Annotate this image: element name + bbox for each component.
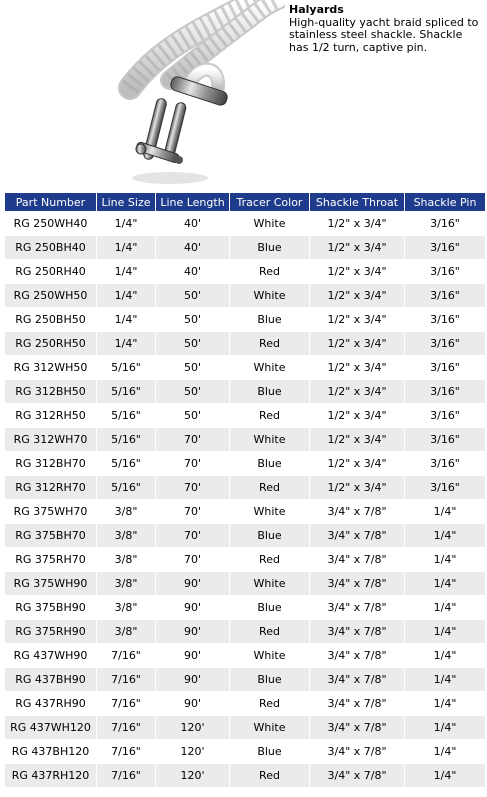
part-number-cell: RG 312RH70 (5, 476, 96, 499)
shackle-pin-cell: 3/16" (405, 284, 485, 307)
table-row (5, 236, 485, 259)
tracer-color-cell: Red (230, 404, 309, 427)
part-number-cell: RG 312WH70 (5, 428, 96, 451)
line-size-cell: 7/16" (97, 764, 155, 787)
line-length-cell: 50' (156, 332, 229, 355)
line-length-cell: 70' (156, 548, 229, 571)
shackle-pin-cell: 3/16" (405, 380, 485, 403)
spec-table-body (5, 212, 485, 787)
shackle-throat-cell: 3/4" x 7/8" (310, 500, 404, 523)
shackle-pin-cell: 1/4" (405, 644, 485, 667)
line-size-cell: 5/16" (97, 380, 155, 403)
part-number-cell: RG 312RH50 (5, 404, 96, 427)
tracer-color-cell: Blue (230, 452, 309, 475)
tracer-color-cell: White (230, 644, 309, 667)
part-number-cell: RG 250BH40 (5, 236, 96, 259)
table-row (5, 356, 485, 379)
shackle-throat-cell: 3/4" x 7/8" (310, 572, 404, 595)
shackle-pin-cell: 3/16" (405, 212, 485, 235)
line-length-cell: 50' (156, 308, 229, 331)
line-size-cell: 1/4" (97, 260, 155, 283)
line-length-cell: 40' (156, 236, 229, 259)
table-row (5, 716, 485, 739)
shackle-pin-cell: 1/4" (405, 524, 485, 547)
tracer-color-cell: Red (230, 332, 309, 355)
table-row (5, 548, 485, 571)
table-row (5, 620, 485, 643)
tracer-color-cell: Red (230, 692, 309, 715)
line-length-cell: 50' (156, 356, 229, 379)
shackle-throat-cell: 3/4" x 7/8" (310, 668, 404, 691)
table-row (5, 452, 485, 475)
part-number-cell: RG 437BH90 (5, 668, 96, 691)
tracer-color-cell: Blue (230, 308, 309, 331)
line-length-cell: 90' (156, 620, 229, 643)
shackle-pin-cell: 1/4" (405, 692, 485, 715)
part-number-cell: RG 250BH50 (5, 308, 96, 331)
part-number-cell: RG 375RH90 (5, 620, 96, 643)
part-number-cell: RG 375BH70 (5, 524, 96, 547)
product-title: Halyards (289, 3, 344, 16)
line-length-cell: 40' (156, 212, 229, 235)
line-length-cell: 70' (156, 428, 229, 451)
line-size-cell: 7/16" (97, 692, 155, 715)
part-number-cell: RG 312BH50 (5, 380, 96, 403)
tracer-color-cell: White (230, 716, 309, 739)
col-header-shackle-pin: Shackle Pin (405, 193, 485, 211)
line-size-cell: 5/16" (97, 356, 155, 379)
shackle-throat-cell: 1/2" x 3/4" (310, 452, 404, 475)
shackle-throat-cell: 1/2" x 3/4" (310, 236, 404, 259)
part-number-cell: RG 437BH120 (5, 740, 96, 763)
shackle-throat-cell: 1/2" x 3/4" (310, 308, 404, 331)
shackle-pin-cell: 3/16" (405, 476, 485, 499)
tracer-color-cell: White (230, 572, 309, 595)
line-length-cell: 90' (156, 692, 229, 715)
shackle-throat-cell: 1/2" x 3/4" (310, 332, 404, 355)
tracer-color-cell: Blue (230, 596, 309, 619)
shackle-pin-cell: 1/4" (405, 740, 485, 763)
tracer-color-cell: White (230, 356, 309, 379)
shackle-throat-cell: 1/2" x 3/4" (310, 212, 404, 235)
shackle-throat-cell: 1/2" x 3/4" (310, 428, 404, 451)
part-number-cell: RG 250RH50 (5, 332, 96, 355)
line-length-cell: 40' (156, 260, 229, 283)
shackle-pin-cell: 3/16" (405, 236, 485, 259)
line-length-cell: 70' (156, 524, 229, 547)
shackle-pin-cell: 1/4" (405, 668, 485, 691)
tracer-color-cell: White (230, 284, 309, 307)
part-number-cell: RG 312WH50 (5, 356, 96, 379)
part-number-cell: RG 375BH90 (5, 596, 96, 619)
shackle-throat-cell: 1/2" x 3/4" (310, 356, 404, 379)
line-size-cell: 5/16" (97, 404, 155, 427)
part-number-cell: RG 437WH90 (5, 644, 96, 667)
line-size-cell: 1/4" (97, 284, 155, 307)
shackle-pin-cell: 1/4" (405, 620, 485, 643)
table-row (5, 668, 485, 691)
shackle-pin-cell: 3/16" (405, 404, 485, 427)
line-size-cell: 3/8" (97, 596, 155, 619)
col-header-line-length: Line Length (156, 193, 229, 211)
shackle-throat-cell: 1/2" x 3/4" (310, 380, 404, 403)
part-number-cell: RG 250WH40 (5, 212, 96, 235)
line-length-cell: 50' (156, 404, 229, 427)
tracer-color-cell: White (230, 500, 309, 523)
line-size-cell: 1/4" (97, 308, 155, 331)
line-size-cell: 7/16" (97, 740, 155, 763)
line-size-cell: 3/8" (97, 500, 155, 523)
shackle-pin-cell: 1/4" (405, 548, 485, 571)
col-header-line-size: Line Size (97, 193, 155, 211)
line-size-cell: 5/16" (97, 476, 155, 499)
table-row (5, 284, 485, 307)
line-size-cell: 1/4" (97, 212, 155, 235)
halyard-spec-table (4, 192, 486, 788)
shackle-throat-cell: 3/4" x 7/8" (310, 596, 404, 619)
table-row (5, 644, 485, 667)
part-number-cell: RG 375WH90 (5, 572, 96, 595)
shackle-throat-cell: 1/2" x 3/4" (310, 404, 404, 427)
line-length-cell: 90' (156, 596, 229, 619)
table-row (5, 260, 485, 283)
part-number-cell: RG 437RH90 (5, 692, 96, 715)
rope-shackle-illustration (100, 0, 285, 192)
table-row (5, 740, 485, 763)
header-row (5, 193, 485, 211)
line-size-cell: 3/8" (97, 524, 155, 547)
line-length-cell: 70' (156, 452, 229, 475)
tracer-color-cell: Red (230, 764, 309, 787)
line-length-cell: 120' (156, 740, 229, 763)
shackle-pin-cell: 3/16" (405, 308, 485, 331)
line-size-cell: 3/8" (97, 548, 155, 571)
shackle-throat-cell: 1/2" x 3/4" (310, 260, 404, 283)
table-row (5, 380, 485, 403)
tracer-color-cell: Red (230, 260, 309, 283)
shackle-throat-cell: 3/4" x 7/8" (310, 524, 404, 547)
part-number-cell: RG 375RH70 (5, 548, 96, 571)
part-number-cell: RG 250WH50 (5, 284, 96, 307)
shackle-throat-cell: 3/4" x 7/8" (310, 644, 404, 667)
part-number-cell: RG 375WH70 (5, 500, 96, 523)
tracer-color-cell: Red (230, 476, 309, 499)
table-row (5, 524, 485, 547)
line-size-cell: 3/8" (97, 620, 155, 643)
table-row (5, 764, 485, 787)
table-row (5, 596, 485, 619)
table-row (5, 428, 485, 451)
shackle-throat-cell: 1/2" x 3/4" (310, 476, 404, 499)
line-length-cell: 90' (156, 668, 229, 691)
table-row (5, 692, 485, 715)
line-size-cell: 5/16" (97, 428, 155, 451)
col-header-part-number: Part Number (5, 193, 96, 211)
shackle-pin-cell: 1/4" (405, 572, 485, 595)
tracer-color-cell: White (230, 212, 309, 235)
table-row (5, 500, 485, 523)
line-length-cell: 90' (156, 644, 229, 667)
shackle-pin-cell: 3/16" (405, 452, 485, 475)
shackle-throat-cell: 3/4" x 7/8" (310, 764, 404, 787)
tracer-color-cell: Blue (230, 380, 309, 403)
product-description-block (289, 4, 484, 54)
line-size-cell: 1/4" (97, 332, 155, 355)
shackle-pin-cell: 1/4" (405, 500, 485, 523)
tracer-color-cell: Red (230, 548, 309, 571)
line-length-cell: 50' (156, 380, 229, 403)
part-number-cell: RG 437WH120 (5, 716, 96, 739)
line-length-cell: 70' (156, 476, 229, 499)
tracer-color-cell: Blue (230, 236, 309, 259)
line-size-cell: 1/4" (97, 236, 155, 259)
product-description: High-quality yacht braid spliced to stainless steel shackle. Shackle has 1/2 turn, captive pin. (289, 15, 479, 54)
line-length-cell: 120' (156, 716, 229, 739)
line-length-cell: 50' (156, 284, 229, 307)
line-size-cell: 5/16" (97, 452, 155, 475)
tracer-color-cell: Blue (230, 668, 309, 691)
table-row (5, 404, 485, 427)
tracer-color-cell: Blue (230, 740, 309, 763)
tracer-color-cell: Blue (230, 524, 309, 547)
part-number-cell: RG 437RH120 (5, 764, 96, 787)
line-size-cell: 7/16" (97, 716, 155, 739)
tracer-color-cell: Red (230, 620, 309, 643)
part-number-cell: RG 250RH40 (5, 260, 96, 283)
shackle-throat-cell: 3/4" x 7/8" (310, 692, 404, 715)
tracer-color-cell: White (230, 428, 309, 451)
shackle-pin-cell: 3/16" (405, 428, 485, 451)
col-header-tracer-color: Tracer Color (230, 193, 309, 211)
table-row (5, 572, 485, 595)
shackle-throat-cell: 3/4" x 7/8" (310, 740, 404, 763)
shackle-throat-cell: 3/4" x 7/8" (310, 548, 404, 571)
line-length-cell: 70' (156, 500, 229, 523)
shackle-pin-cell: 3/16" (405, 332, 485, 355)
shackle-pin-cell: 1/4" (405, 596, 485, 619)
shackle-throat-cell: 3/4" x 7/8" (310, 716, 404, 739)
line-size-cell: 7/16" (97, 668, 155, 691)
shackle-pin-cell: 1/4" (405, 716, 485, 739)
product-header (0, 0, 487, 192)
table-row (5, 308, 485, 331)
table-row (5, 332, 485, 355)
shackle-throat-cell: 3/4" x 7/8" (310, 620, 404, 643)
shackle-pin-cell: 1/4" (405, 764, 485, 787)
table-row (5, 476, 485, 499)
part-number-cell: RG 312BH70 (5, 452, 96, 475)
shackle-pin-cell: 3/16" (405, 356, 485, 379)
shackle-pin-cell: 3/16" (405, 260, 485, 283)
line-size-cell: 3/8" (97, 572, 155, 595)
shackle-throat-cell: 1/2" x 3/4" (310, 284, 404, 307)
table-row (5, 212, 485, 235)
halyard-shackle-photo (100, 0, 285, 192)
line-length-cell: 120' (156, 764, 229, 787)
line-size-cell: 7/16" (97, 644, 155, 667)
col-header-shackle-throat: Shackle Throat (310, 193, 404, 211)
line-length-cell: 90' (156, 572, 229, 595)
spec-table-header (5, 193, 485, 211)
